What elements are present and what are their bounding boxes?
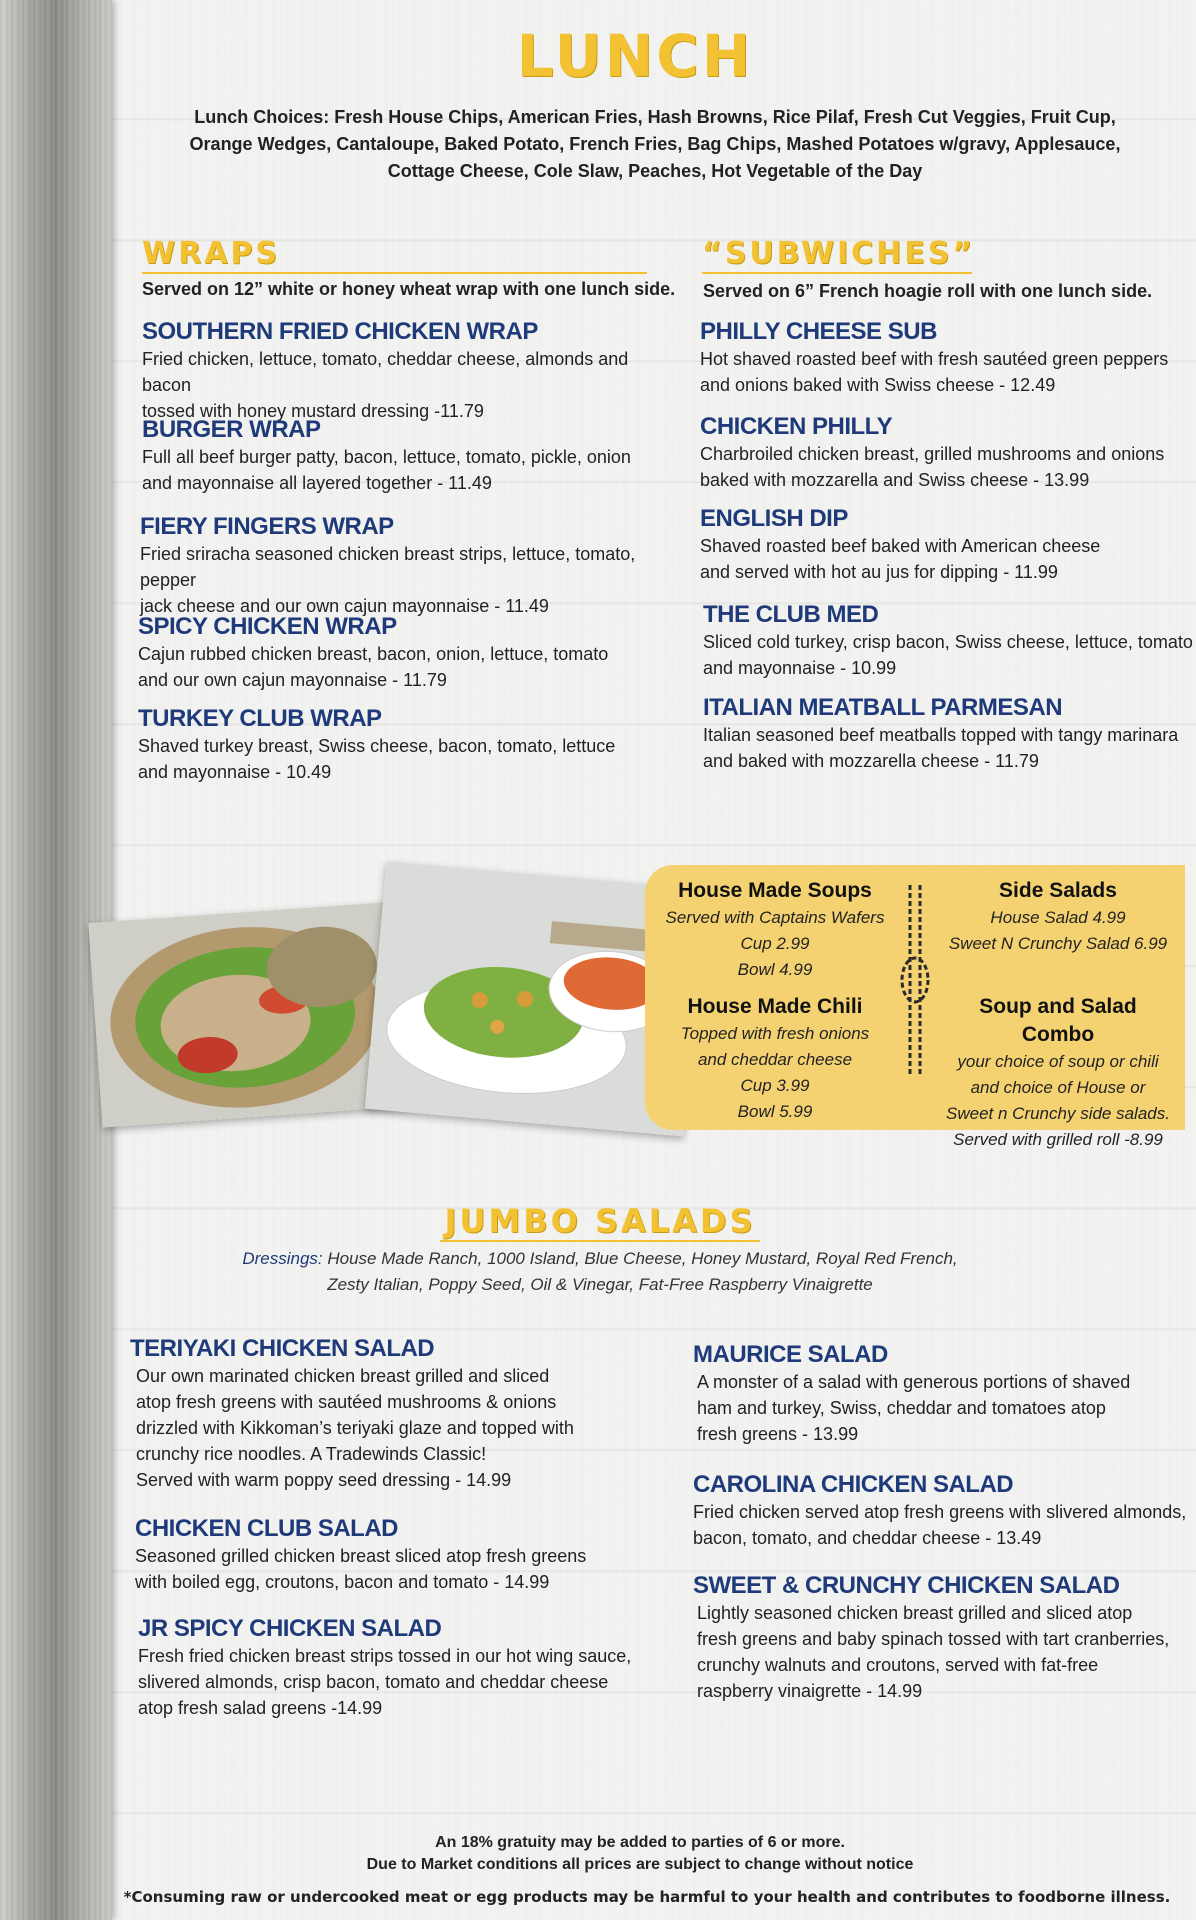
item-desc: Fried chicken served atop fresh greens with slivered almonds, <box>693 1502 1187 1522</box>
item-desc: drizzled with Kikkoman’s teriyaki glaze and topped with <box>136 1418 574 1438</box>
item-name: MAURICE SALAD <box>693 1341 888 1368</box>
item-desc: slivered almonds, crisp bacon, tomato and cheddar cheese <box>138 1672 609 1692</box>
item-desc: and mayonnaise - 10.49 <box>138 762 332 782</box>
menu-item <box>703 601 1196 681</box>
menu-item <box>703 694 1196 774</box>
item-name: SPICY CHICKEN WRAP <box>138 613 397 640</box>
combo-section <box>943 993 1173 1153</box>
item-desc: fresh greens - 13.99 <box>697 1424 859 1444</box>
dressings <box>160 1246 1040 1298</box>
wraps-heading: WRAPS <box>142 236 281 271</box>
item-desc: Fried chicken, lettuce, tomato, cheddar cheese, almonds and bacon <box>142 349 629 395</box>
soups-title: House Made Soups <box>678 879 872 902</box>
soups-line: Served with Captains Wafers <box>665 908 885 927</box>
wraps-subtitle: Served on 12” white or honey wheat wrap with one lunch side. <box>142 279 676 299</box>
item-name: CAROLINA CHICKEN SALAD <box>693 1471 1014 1498</box>
item-desc: tossed with honey mustard dressing -11.79 <box>142 401 484 421</box>
item-name: ENGLISH DIP <box>700 505 848 532</box>
subwiches-heading: “SUBWICHES” <box>702 236 976 271</box>
menu-item <box>142 318 662 424</box>
item-desc: jack cheese and our own cajun mayonnaise - 11.49 <box>140 596 549 616</box>
wraps-heading-underline <box>142 272 647 274</box>
item-desc: Charbroiled chicken breast, grilled mushrooms and onions <box>700 444 1165 464</box>
menu-item <box>693 1471 1196 1551</box>
dressings-line <box>160 1246 1040 1272</box>
item-desc: Fried sriracha seasoned chicken breast strips, lettuce, tomato, pepper <box>140 544 636 590</box>
item-desc: and our own cajun mayonnaise - 11.79 <box>138 670 447 690</box>
item-name: SWEET & CRUNCHY CHICKEN SALAD <box>693 1572 1120 1599</box>
item-desc: Shaved turkey breast, Swiss cheese, bacon, tomato, lettuce <box>138 736 616 756</box>
menu-item <box>693 1572 1196 1704</box>
dressings-label: Dressings: <box>242 1249 323 1268</box>
chili-line: Bowl 5.99 <box>737 1102 813 1121</box>
item-name: PHILLY CHEESE SUB <box>700 318 937 345</box>
item-desc: and baked with mozzarella cheese - 11.79 <box>703 751 1039 771</box>
menu-item <box>693 1341 1196 1447</box>
side-salads-line: House Salad 4.99 <box>990 908 1126 927</box>
item-name: CHICKEN CLUB SALAD <box>135 1515 398 1542</box>
chili-line: and cheddar cheese <box>697 1050 853 1069</box>
subwiches-heading-underline <box>702 272 972 274</box>
chili-section <box>660 993 890 1125</box>
item-desc: with boiled egg, croutons, bacon and tomato - 14.99 <box>135 1572 550 1592</box>
item-name: CHICKEN PHILLY <box>700 413 893 440</box>
chili-title: House Made Chili <box>687 995 863 1018</box>
item-desc: raspberry vinaigrette - 14.99 <box>697 1681 923 1701</box>
combo-line: and choice of House or <box>970 1078 1146 1097</box>
footer-notice <box>250 1832 1030 1876</box>
wrap-photo <box>88 901 412 1127</box>
item-name: TURKEY CLUB WRAP <box>138 705 382 732</box>
item-desc: Our own marinated chicken breast grilled and sliced <box>136 1366 550 1386</box>
combo-line: Sweet n Crunchy side salads. <box>946 1104 1170 1123</box>
item-desc: ham and turkey, Swiss, cheddar and tomatoes atop <box>697 1398 1106 1418</box>
chili-line: Cup 3.99 <box>740 1076 810 1095</box>
menu-item <box>142 416 662 496</box>
item-desc: Lightly seasoned chicken breast grilled and sliced atop <box>697 1603 1133 1623</box>
item-desc: and onions baked with Swiss cheese - 12.49 <box>700 375 1056 395</box>
item-name: THE CLUB MED <box>703 601 879 628</box>
item-desc: Full all beef burger patty, bacon, lettuce, tomato, pickle, onion <box>142 447 631 467</box>
item-desc: crunchy rice noodles. A Tradewinds Classic! <box>136 1444 487 1464</box>
menu-item <box>130 1335 650 1493</box>
menu-item <box>138 705 658 785</box>
side-salads-title: Side Salads <box>999 879 1117 902</box>
item-desc: atop fresh greens with sautéed mushrooms & onions <box>136 1392 557 1412</box>
item-name: TERIYAKI CHICKEN SALAD <box>130 1335 435 1362</box>
item-name: JR SPICY CHICKEN SALAD <box>138 1615 442 1642</box>
item-desc: Sliced cold turkey, crisp bacon, Swiss cheese, lettuce, tomato <box>703 632 1193 652</box>
combo-title: Soup and Salad Combo <box>979 995 1137 1046</box>
menu-item <box>138 613 658 693</box>
subwiches-subtitle: Served on 6” French hoagie roll with one lunch side. <box>703 281 1153 301</box>
price-note: Due to Market conditions all prices are subject to change without notice <box>366 1856 914 1873</box>
item-desc: bacon, tomato, and cheddar cheese - 13.49 <box>693 1528 1042 1548</box>
combo-line: Served with grilled roll -8.99 <box>953 1130 1163 1149</box>
menu-item <box>700 413 1196 493</box>
menu-item <box>700 318 1196 398</box>
item-desc: and served with hot au jus for dipping - 11.99 <box>700 562 1058 582</box>
item-desc: Served with warm poppy seed dressing - 14.99 <box>136 1470 512 1490</box>
item-name: BURGER WRAP <box>142 416 321 443</box>
item-name: FIERY FINGERS WRAP <box>140 513 394 540</box>
item-desc: Hot shaved roasted beef with fresh sautéed green peppers <box>700 349 1169 369</box>
sides-panel <box>645 865 1185 1149</box>
item-desc: baked with mozzarella and Swiss cheese - 13.99 <box>700 470 1090 490</box>
menu-item <box>140 513 660 619</box>
item-name: SOUTHERN FRIED CHICKEN WRAP <box>142 318 538 345</box>
soups-section <box>660 877 890 983</box>
dressings-text: House Made Ranch, 1000 Island, Blue Cheese, Honey Mustard, Royal Red French, <box>322 1249 958 1268</box>
item-desc: A monster of a salad with generous portions of shaved <box>697 1372 1131 1392</box>
combo-line: your choice of soup or chili <box>957 1052 1159 1071</box>
choices-line: Cottage Cheese, Cole Slaw, Peaches, Hot Vegetable of the Day <box>387 161 923 181</box>
soups-line: Bowl 4.99 <box>737 960 813 979</box>
menu-item <box>135 1515 655 1595</box>
rope-knot-icon <box>900 885 930 1075</box>
menu-item <box>700 505 1196 585</box>
item-desc: Shaved roasted beef baked with American cheese <box>700 536 1101 556</box>
item-desc: and mayonnaise - 10.99 <box>703 658 897 678</box>
choices-line: Lunch Choices: Fresh House Chips, American Fries, Hash Browns, Rice Pilaf, Fresh Cut Veggies, Fruit Cup, <box>194 107 1116 127</box>
item-desc: Italian seasoned beef meatballs topped with tangy marinara <box>703 725 1179 745</box>
item-desc: atop fresh salad greens -14.99 <box>138 1698 383 1718</box>
item-desc: crunchy walnuts and croutons, served with fat-free <box>697 1655 1099 1675</box>
item-desc: Fresh fried chicken breast strips tossed in our hot wing sauce, <box>138 1646 632 1666</box>
soups-line: Cup 2.99 <box>740 934 810 953</box>
chili-line: Topped with fresh onions <box>680 1024 870 1043</box>
side-salads-section <box>943 877 1173 957</box>
item-desc: Seasoned grilled chicken breast sliced atop fresh greens <box>135 1546 587 1566</box>
choices-line: Orange Wedges, Cantaloupe, Baked Potato, French Fries, Bag Chips, Mashed Potatoes w/gravy, Applesauce, <box>189 134 1121 154</box>
dressings-line: Zesty Italian, Poppy Seed, Oil & Vinegar, Fat-Free Raspberry Vinaigrette <box>327 1275 873 1294</box>
side-salads-line: Sweet N Crunchy Salad 6.99 <box>948 934 1168 953</box>
lunch-choices <box>140 104 1170 185</box>
item-name: ITALIAN MEATBALL PARMESAN <box>703 694 1063 721</box>
item-desc: and mayonnaise all layered together - 11.49 <box>142 473 492 493</box>
jumbo-salads-heading: JUMBO SALADS <box>444 1202 756 1240</box>
health-warning: *Consuming raw or undercooked meat or egg products may be harmful to your health and contributes to foodborne illness. <box>123 1888 1171 1906</box>
gratuity-note: An 18% gratuity may be added to parties of 6 or more. <box>435 1834 845 1851</box>
page-title: LUNCH <box>516 22 754 90</box>
jumbo-salads-underline <box>440 1240 760 1242</box>
item-desc: fresh greens and baby spinach tossed with tart cranberries, <box>697 1629 1170 1649</box>
item-desc: Cajun rubbed chicken breast, bacon, onion, lettuce, tomato <box>138 644 609 664</box>
menu-item <box>138 1615 658 1721</box>
